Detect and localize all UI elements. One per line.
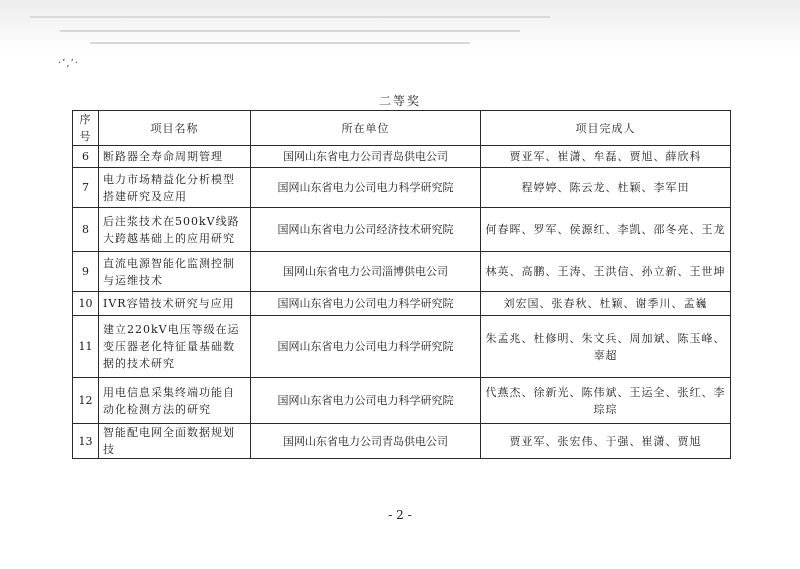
row-unit: 国网山东省电力公司电力科学研究院 [251, 316, 481, 378]
row-unit: 国网山东省电力公司淄博供电公司 [251, 252, 481, 292]
table-header-row [73, 111, 731, 146]
table-row [73, 252, 731, 292]
header-members: 项目完成人 [481, 111, 731, 146]
row-seq: 8 [73, 208, 99, 252]
row-seq: 10 [73, 292, 99, 316]
row-members: 朱孟兆、杜修明、朱文兵、周加斌、陈玉峰、辜超 [481, 316, 731, 378]
awards-table [72, 110, 731, 459]
row-members: 贾亚军、崔潇、牟磊、贾旭、薛欣科 [481, 146, 731, 168]
row-members: 林英、高鹏、王涛、王洪信、孙立新、王世坤 [481, 252, 731, 292]
row-seq: 13 [73, 424, 99, 459]
page-number: - 2 - [388, 508, 412, 522]
table-row [73, 378, 731, 424]
row-members: 贾亚军、张宏伟、于强、崔潇、贾旭 [481, 424, 731, 459]
scan-marks: ·ʻ,ʻ· [58, 58, 79, 69]
row-seq: 6 [73, 146, 99, 168]
row-project-name: 智能配电网全面数据规划技 [99, 424, 251, 459]
table-row [73, 292, 731, 316]
header-unit: 所在单位 [251, 111, 481, 146]
row-members: 程婷婷、陈云龙、杜颖、李军田 [481, 168, 731, 208]
row-unit: 国网山东省电力公司经济技术研究院 [251, 208, 481, 252]
table-row [73, 316, 731, 378]
table-row [73, 146, 731, 168]
row-unit: 国网山东省电力公司电力科学研究院 [251, 168, 481, 208]
row-unit: 国网山东省电力公司电力科学研究院 [251, 292, 481, 316]
row-unit: 国网山东省电力公司青岛供电公司 [251, 424, 481, 459]
row-project-name: 后注浆技术在500kV线路大跨越基础上的应用研究 [99, 208, 251, 252]
scanned-header-bleed [0, 0, 800, 52]
table-row [73, 168, 731, 208]
row-project-name: 建立220kV电压等级在运变压器老化特征量基础数据的技术研究 [99, 316, 251, 378]
row-seq: 9 [73, 252, 99, 292]
row-members: 代燕杰、徐新光、陈伟斌、王运全、张红、李琮琮 [481, 378, 731, 424]
row-unit: 国网山东省电力公司电力科学研究院 [251, 378, 481, 424]
row-unit: 国网山东省电力公司青岛供电公司 [251, 146, 481, 168]
section-title: 二等奖 [378, 94, 421, 108]
table-row [73, 208, 731, 252]
row-project-name: 电力市场精益化分析模型搭建研究及应用 [99, 168, 251, 208]
row-project-name: 断路器全寿命周期管理 [99, 146, 251, 168]
header-seq: 序号 [73, 111, 99, 146]
row-project-name: IVR容错技术研究与应用 [99, 292, 251, 316]
table-row [73, 424, 731, 459]
row-seq: 7 [73, 168, 99, 208]
row-seq: 12 [73, 378, 99, 424]
row-project-name: 直流电源智能化监测控制与运维技术 [99, 252, 251, 292]
row-members: 刘宏国、张春秋、杜颖、谢季川、孟巍 [481, 292, 731, 316]
row-seq: 11 [73, 316, 99, 378]
row-project-name: 用电信息采集终端功能自动化检测方法的研究 [99, 378, 251, 424]
header-project-name: 项目名称 [99, 111, 251, 146]
row-members: 何春晖、罗军、侯源红、李凯、邵冬亮、王龙 [481, 208, 731, 252]
